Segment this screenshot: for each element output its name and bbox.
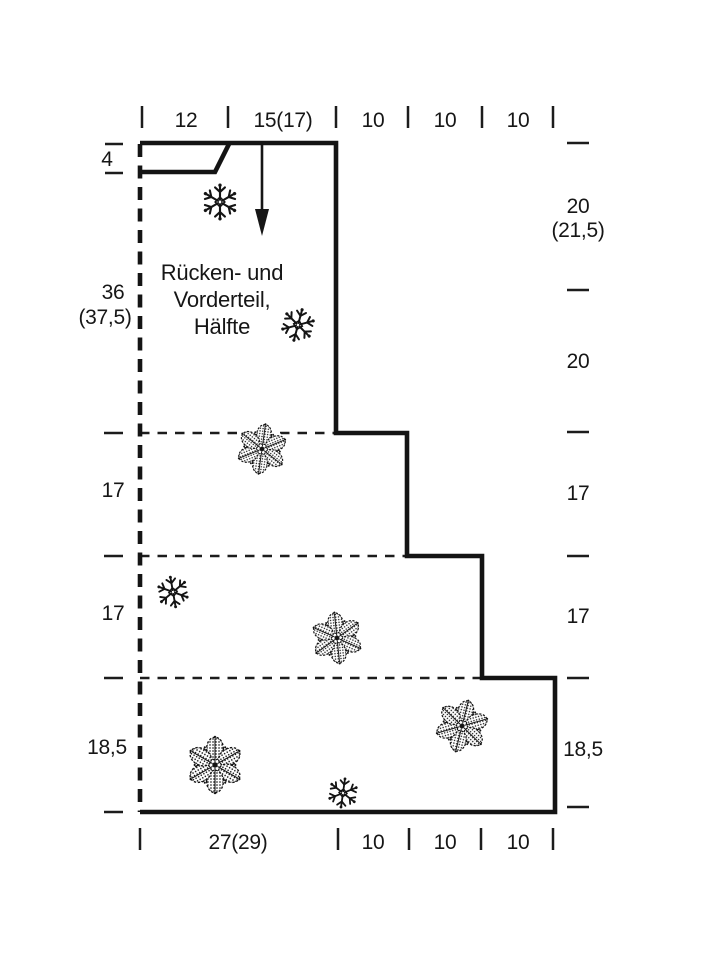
left-dim-3: 17 — [101, 479, 125, 502]
piece-label — [161, 260, 284, 339]
top-dim-4: 10 — [433, 109, 457, 132]
piece-label-line3: Hälfte — [193, 314, 251, 339]
bottom-dim-1: 27(29) — [208, 831, 268, 854]
right-ruler-ticks — [567, 143, 589, 807]
right-dim-5: 18,5 — [563, 738, 603, 761]
pattern-outline — [140, 143, 555, 812]
right-dim-1-line1: 20 — [566, 195, 590, 218]
piece-label-line1: Rücken- und — [160, 260, 284, 285]
bottom-dim-4: 10 — [506, 831, 530, 854]
snowflake-motif — [202, 184, 239, 221]
flower-motif — [308, 609, 367, 667]
snowflake-motif — [277, 304, 319, 346]
left-dim-2-line1: 36 — [101, 281, 125, 304]
left-dim-2-line2: (37,5) — [78, 306, 132, 329]
top-dim-5: 10 — [506, 109, 530, 132]
flower-motif — [232, 420, 291, 479]
flower-motif — [185, 736, 244, 795]
top-dim-3: 10 — [361, 109, 385, 132]
right-dim-2: 20 — [566, 350, 590, 373]
top-ruler-ticks — [142, 106, 553, 128]
bottom-ruler-ticks — [140, 828, 553, 850]
right-dim-4: 17 — [566, 605, 590, 628]
left-dim-4: 17 — [101, 602, 125, 625]
down-arrow-icon — [255, 145, 269, 236]
right-dim-1-line2: (21,5) — [551, 219, 605, 242]
left-dim-1: 4 — [101, 148, 113, 171]
snowflake-motif — [154, 573, 192, 611]
top-dim-2: 15(17) — [253, 109, 313, 132]
top-dim-1: 12 — [174, 109, 198, 132]
piece-label-line2: Vorderteil, — [173, 287, 271, 312]
left-dim-5: 18,5 — [87, 736, 127, 759]
flower-motif — [429, 693, 495, 759]
right-dim-3: 17 — [566, 482, 590, 505]
bottom-dim-3: 10 — [433, 831, 457, 854]
bottom-dim-2: 10 — [361, 831, 385, 854]
snowflake-motif — [325, 775, 360, 810]
neckline-edge — [140, 144, 229, 172]
